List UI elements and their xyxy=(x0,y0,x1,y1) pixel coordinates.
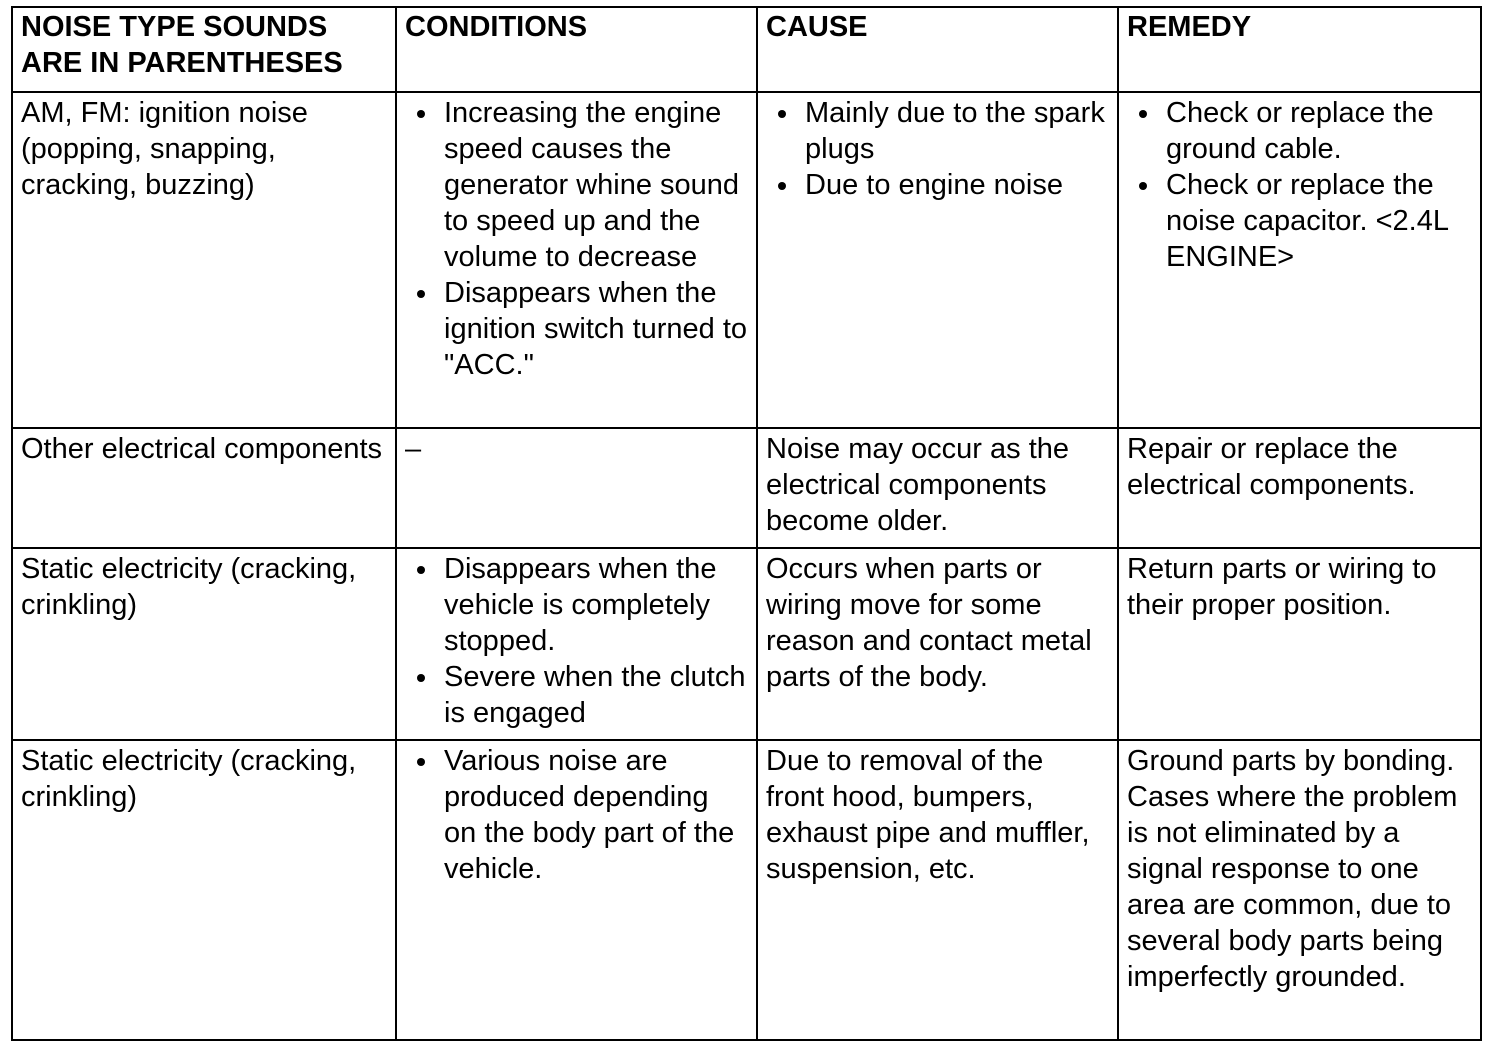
list-item: Severe when the clutch is engaged xyxy=(405,659,748,731)
header-noise-type: NOISE TYPE SOUNDS ARE IN PARENTHESES xyxy=(12,7,396,92)
noise-diagnosis-table xyxy=(11,6,1482,1041)
cell-noise-type: Static electricity (cracking, crinkling) xyxy=(12,740,396,1040)
list-item: Due to engine noise xyxy=(766,167,1109,203)
table-row xyxy=(12,428,1481,548)
cell-remedy xyxy=(1118,92,1481,428)
list-item: Disappears when the vehicle is completely stopped. xyxy=(405,551,748,659)
cell-cause: Occurs when parts or wiring move for some reason and contact metal parts of the body. xyxy=(757,548,1118,740)
cell-remedy: Return parts or wiring to their proper position. xyxy=(1118,548,1481,740)
table-row xyxy=(12,740,1481,1040)
cell-noise-type: Static electricity (cracking, crinkling) xyxy=(12,548,396,740)
table-header-row xyxy=(12,7,1481,92)
cell-cause xyxy=(757,92,1118,428)
cell-noise-type: AM, FM: ignition noise (popping, snapping, cracking, buzzing) xyxy=(12,92,396,428)
cell-remedy: Repair or replace the electrical components. xyxy=(1118,428,1481,548)
list-item: Increasing the engine speed causes the generator whine sound to speed up and the volume to decrease xyxy=(405,95,748,275)
header-conditions: CONDITIONS xyxy=(396,7,757,92)
list-item: Check or replace the noise capacitor. <2.4L ENGINE> xyxy=(1127,167,1472,275)
cell-cause: Noise may occur as the electrical components become older. xyxy=(757,428,1118,548)
conditions-list xyxy=(405,743,748,887)
cell-cause: Due to removal of the front hood, bumpers, exhaust pipe and muffler, suspension, etc. xyxy=(757,740,1118,1040)
table-row xyxy=(12,92,1481,428)
conditions-list xyxy=(405,551,748,731)
cell-remedy: Ground parts by bonding. Cases where the problem is not eliminated by a signal response to one area are common, due to several body parts being imperfectly grounded. xyxy=(1118,740,1481,1040)
cell-conditions xyxy=(396,92,757,428)
conditions-list xyxy=(405,95,748,383)
cell-conditions xyxy=(396,428,757,548)
cause-list xyxy=(766,95,1109,203)
header-remedy: REMEDY xyxy=(1118,7,1481,92)
list-item: Various noise are produced depending on the body part of the vehicle. xyxy=(405,743,748,887)
cell-noise-type: Other electrical components xyxy=(12,428,396,548)
list-item: Disappears when the ignition switch turned to "ACC." xyxy=(405,275,748,383)
table-row xyxy=(12,548,1481,740)
cell-conditions xyxy=(396,740,757,1040)
cell-conditions xyxy=(396,548,757,740)
remedy-list xyxy=(1127,95,1472,275)
list-item: Mainly due to the spark plugs xyxy=(766,95,1109,167)
list-item: Check or replace the ground cable. xyxy=(1127,95,1472,167)
empty-dash: – xyxy=(405,433,422,465)
header-cause: CAUSE xyxy=(757,7,1118,92)
